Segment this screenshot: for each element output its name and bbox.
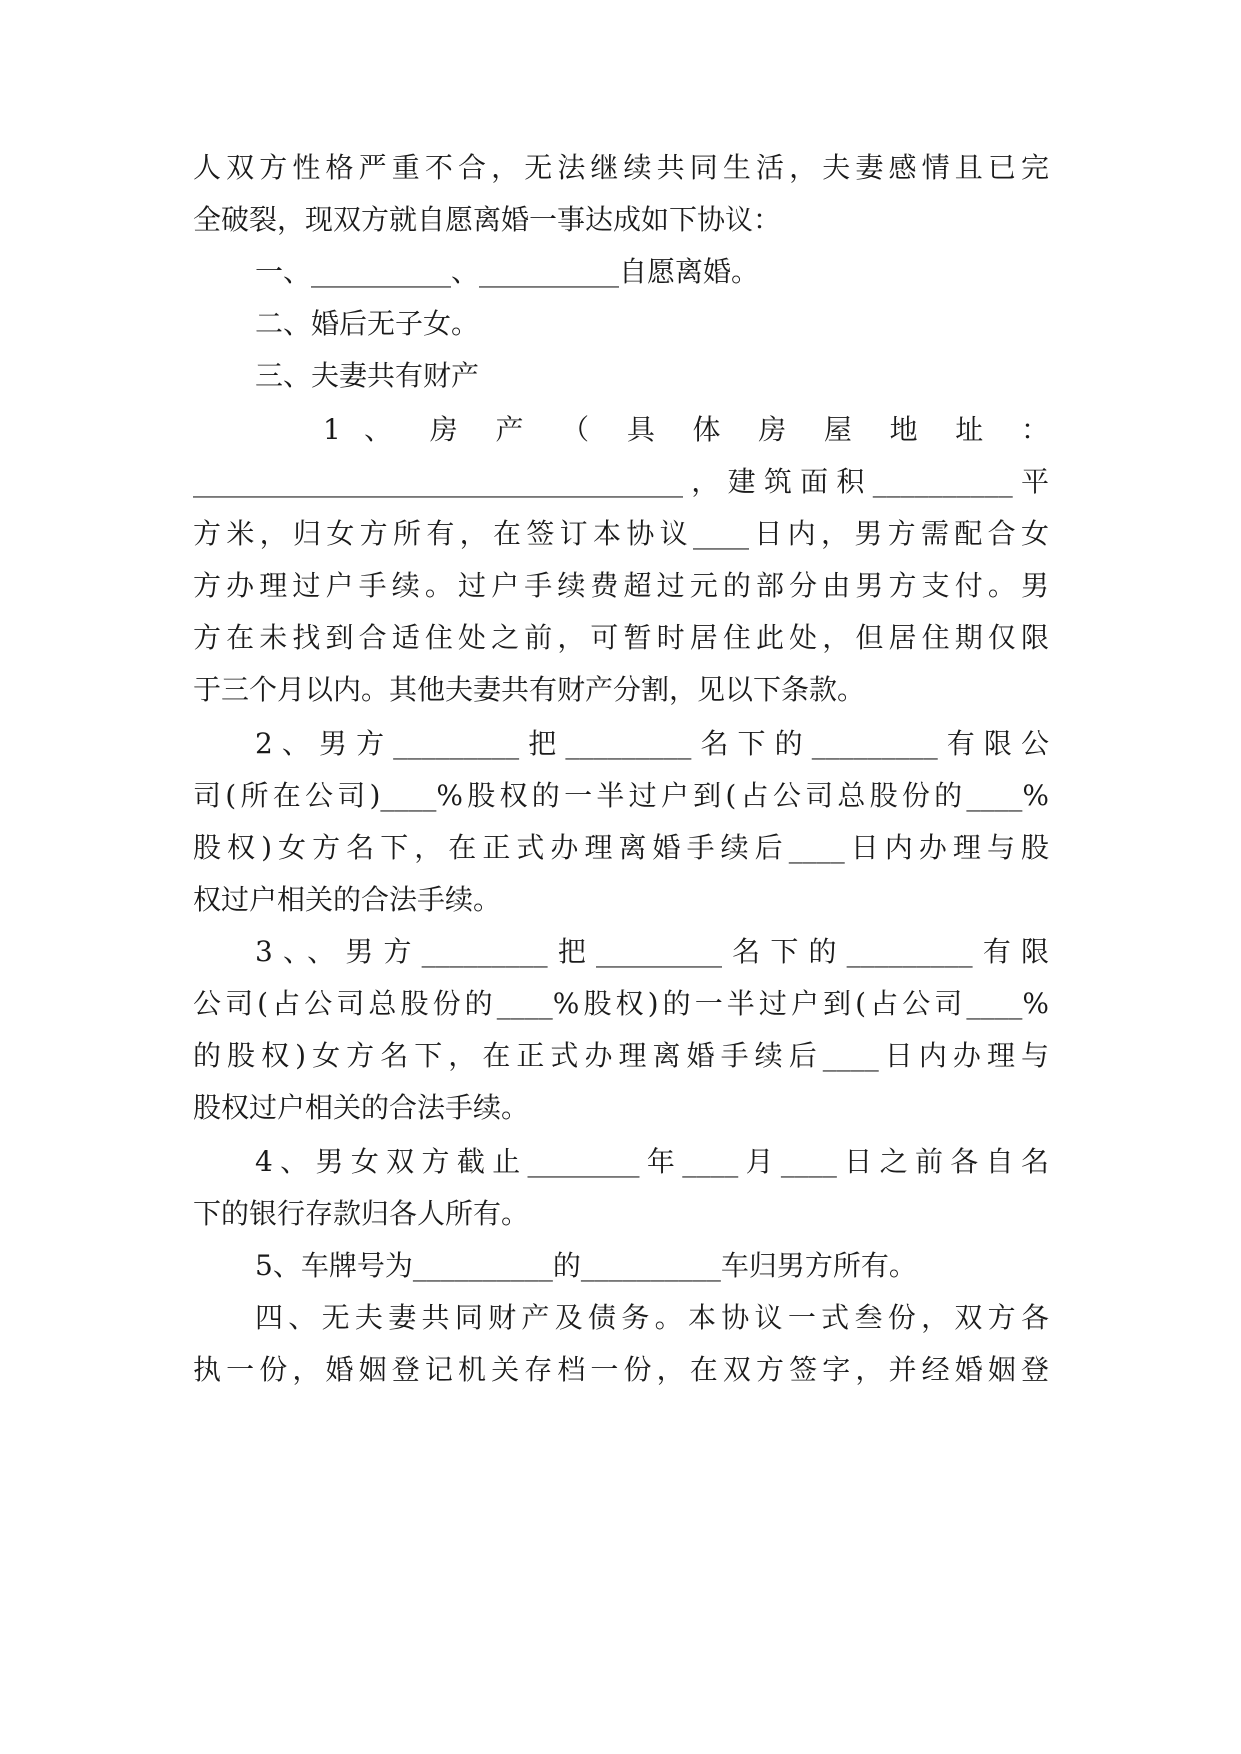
text-line-14: 股权)女方名下，在正式办理离婚手续后____日内办理与股 (193, 831, 1049, 864)
text-line-19: 股权过户相关的合法手续。 (193, 1091, 530, 1124)
text-line-1: 人双方性格严重不合，无法继续共同生活，夫妻感情且已完 (193, 151, 1049, 184)
vehicle-clause-5: 5、车牌号为__________的__________车归男方所有。 (255, 1249, 917, 1282)
text-line-24: 执一份，婚姻登记机关存档一份，在双方签字，并经婚姻登 (193, 1353, 1049, 1386)
clause-3-heading: 三、夫妻共有财产 (255, 359, 480, 392)
text-line-18: 的股权)女方名下，在正式办理离婚手续后____日内办理与 (193, 1039, 1049, 1072)
text-line-9: 方办理过户手续。过户手续费超过元的部分由男方支付。男 (193, 569, 1049, 602)
equity-clause-2: 2、男方_________把_________名下的_________有限公 (255, 727, 1049, 760)
text-line-15: 权过户相关的合法手续。 (193, 883, 502, 916)
text-line-2: 全破裂，现双方就自愿离婚一事达成如下协议： (193, 203, 782, 236)
text-line-8: 方米，归女方所有，在签订本协议____日内，男方需配合女 (193, 517, 1049, 550)
text-line-17: 公司(占公司总股份的____%股权)的一半过户到(占公司____% (193, 987, 1049, 1020)
text-line-11: 于三个月以内。其他夫妻共有财产分割，见以下条款。 (193, 673, 866, 706)
clause-1: 一、__________、__________自愿离婚。 (255, 255, 760, 288)
clause-4: 四、无夫妻共同财产及债务。本协议一式叁份，双方各 (255, 1301, 1049, 1334)
text-line-7: ___________________________________，建筑面积__________平 (193, 465, 1049, 498)
clause-2: 二、婚后无子女。 (255, 307, 480, 340)
bank-clause-4: 4、男女双方截止________年____月____日之前各自名 (255, 1145, 1049, 1178)
text-line-21: 下的银行存款归各人所有。 (193, 1197, 530, 1230)
text-line-13: 司(所在公司)____%股权的一半过户到(占公司总股份的____% (193, 779, 1049, 812)
text-line-10: 方在未找到合适住处之前，可暂时居住此处，但居住期仅限 (193, 621, 1049, 654)
property-address-line: 1 、 房 产 （ 具 体 房 屋 地 址 ： (323, 413, 1049, 446)
equity-clause-3: 3、、男方_________把_________名下的_________有限 (255, 935, 1049, 968)
